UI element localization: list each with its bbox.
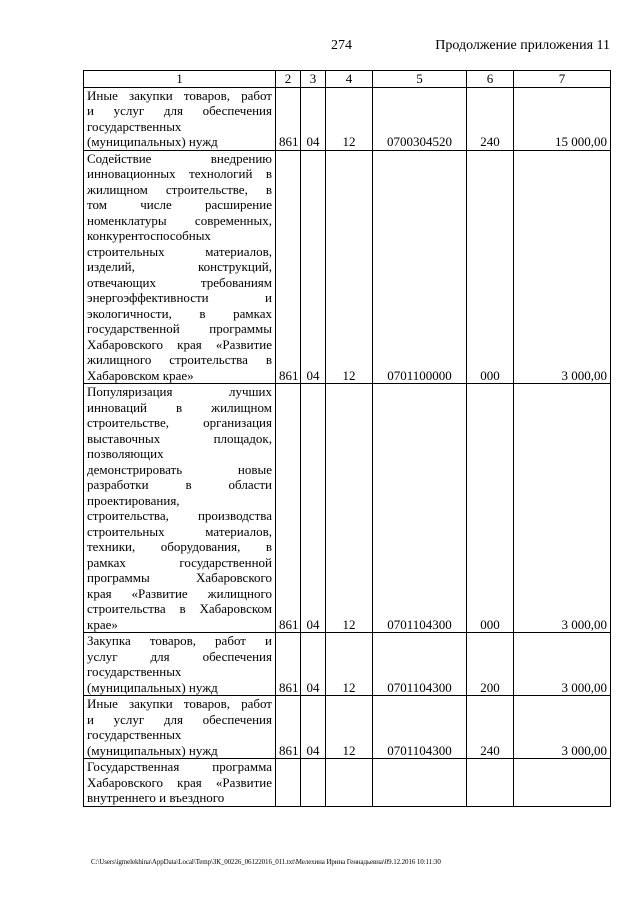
description-line: экологичности, в рамках	[87, 305, 272, 321]
description-line: выставочных площадок,	[87, 430, 272, 446]
ministry-code-cell: 861	[276, 633, 301, 696]
column-header: 3	[301, 71, 326, 88]
table-row	[84, 759, 611, 807]
target-article-cell: 0700304520	[373, 87, 467, 150]
ministry-code-cell	[276, 759, 301, 807]
section-code-cell: 04	[301, 633, 326, 696]
section-code-cell: 04	[301, 384, 326, 633]
description-line: изделий, конструкций,	[87, 259, 272, 274]
target-article-cell	[373, 759, 467, 807]
description-line: номенклатуры современных,	[87, 212, 272, 228]
ministry-code-cell: 861	[276, 87, 301, 150]
amount-cell	[514, 759, 611, 807]
page-number: 274	[331, 38, 352, 53]
description-line: (муниципальных) нужд	[87, 679, 218, 695]
row-description	[84, 150, 276, 384]
description-line: услуг для обеспечения	[87, 648, 272, 664]
description-line: отвечающих требованиям	[87, 274, 272, 290]
description-line: строительстве, организация	[87, 415, 272, 430]
target-article-cell: 0701104300	[373, 633, 467, 696]
description-line: жилищном строительстве, в	[87, 181, 272, 197]
subsection-code-cell: 12	[326, 87, 373, 150]
description-line: проектирования,	[87, 492, 180, 508]
description-line: строительных материалов,	[87, 523, 272, 539]
description-line: Популяризация лучших	[87, 384, 272, 399]
subsection-code-cell	[326, 759, 373, 807]
table-row	[84, 87, 611, 150]
row-description	[84, 633, 276, 696]
description-line: государственных	[87, 727, 182, 742]
amount-cell: 3 000,00	[514, 384, 611, 633]
ministry-code-cell: 861	[276, 150, 301, 384]
budget-table	[83, 70, 611, 807]
description-line: Иные закупки товаров, работ	[87, 696, 272, 711]
amount-cell: 3 000,00	[514, 696, 611, 759]
footer-file-path: C:\Users\igmelekhina\AppData\Local\Temp\ЗК_00226_06122016_011.txt\Мелехина Ирина Геннадьевна\09.12.2016 10:11:30	[91, 858, 441, 866]
expense-type-cell: 240	[467, 696, 514, 759]
section-code-cell: 04	[301, 87, 326, 150]
description-line: Хабаровского края «Развитие	[87, 336, 272, 352]
description-line: позволяющих	[87, 446, 164, 461]
subsection-code-cell: 12	[326, 633, 373, 696]
column-header: 5	[373, 71, 467, 88]
column-header: 6	[467, 71, 514, 88]
description-line: Государственная программа	[87, 759, 272, 774]
description-line: крае»	[87, 616, 118, 632]
description-line: разработки в области	[87, 477, 272, 492]
description-line: техники, оборудования, в	[87, 539, 272, 554]
description-line: строительных материалов,	[87, 243, 272, 259]
target-article-cell: 0701104300	[373, 384, 467, 633]
amount-cell: 15 000,00	[514, 87, 611, 150]
description-line: Закупка товаров, работ и	[87, 633, 272, 648]
description-line: строительства, производства	[87, 508, 272, 523]
description-line: том числе расширение	[87, 197, 272, 212]
column-header: 2	[276, 71, 301, 88]
table-row	[84, 696, 611, 759]
description-line: государственной программы	[87, 321, 272, 336]
amount-cell: 3 000,00	[514, 150, 611, 384]
section-code-cell	[301, 759, 326, 807]
description-line: рамках государственной	[87, 554, 272, 570]
amount-cell: 3 000,00	[514, 633, 611, 696]
description-line: и услуг для обеспечения	[87, 711, 272, 727]
row-description	[84, 87, 276, 150]
description-line: государственных	[87, 118, 182, 134]
description-line: конкурентоспособных	[87, 228, 211, 243]
description-line: Хабаровском крае»	[87, 367, 194, 383]
description-line: края «Развитие жилищного	[87, 585, 272, 601]
expense-type-cell	[467, 759, 514, 807]
description-line: Содействие внедрению	[87, 150, 272, 166]
expense-type-cell: 200	[467, 633, 514, 696]
header-row	[84, 71, 611, 88]
description-line: инновационных технологий в	[87, 166, 272, 181]
table-row	[84, 384, 611, 633]
section-code-cell: 04	[301, 150, 326, 384]
description-line: Иные закупки товаров, работ	[87, 87, 272, 103]
description-line: жилищного строительства в	[87, 352, 272, 367]
expense-type-cell: 240	[467, 87, 514, 150]
column-header: 4	[326, 71, 373, 88]
column-header: 7	[514, 71, 611, 88]
table-row	[84, 150, 611, 384]
description-line: демонстрировать новые	[87, 461, 272, 477]
subsection-code-cell: 12	[326, 696, 373, 759]
target-article-cell: 0701104300	[373, 696, 467, 759]
subsection-code-cell: 12	[326, 384, 373, 633]
subsection-code-cell: 12	[326, 150, 373, 384]
table-row	[84, 633, 611, 696]
description-line: и услуг для обеспечения	[87, 103, 272, 118]
target-article-cell: 0701100000	[373, 150, 467, 384]
description-line: внутреннего и въездного	[87, 790, 225, 805]
appendix-continuation-note: Продолжение приложения 11	[435, 38, 610, 53]
row-description	[84, 696, 276, 759]
description-line: инноваций в жилищном	[87, 399, 272, 415]
expense-type-cell: 000	[467, 150, 514, 384]
description-line: Хабаровского края «Развитие	[87, 774, 272, 790]
ministry-code-cell: 861	[276, 384, 301, 633]
description-line: (муниципальных) нужд	[87, 742, 218, 758]
description-line: программы Хабаровского	[87, 570, 272, 585]
section-code-cell: 04	[301, 696, 326, 759]
expense-type-cell: 000	[467, 384, 514, 633]
description-line: энергоэффективности и	[87, 290, 272, 305]
column-header: 1	[84, 71, 276, 88]
description-line: государственных	[87, 664, 182, 679]
description-line: (муниципальных) нужд	[87, 134, 218, 149]
ministry-code-cell: 861	[276, 696, 301, 759]
row-description	[84, 759, 276, 807]
row-description	[84, 384, 276, 633]
description-line: строительства в Хабаровском	[87, 601, 272, 616]
